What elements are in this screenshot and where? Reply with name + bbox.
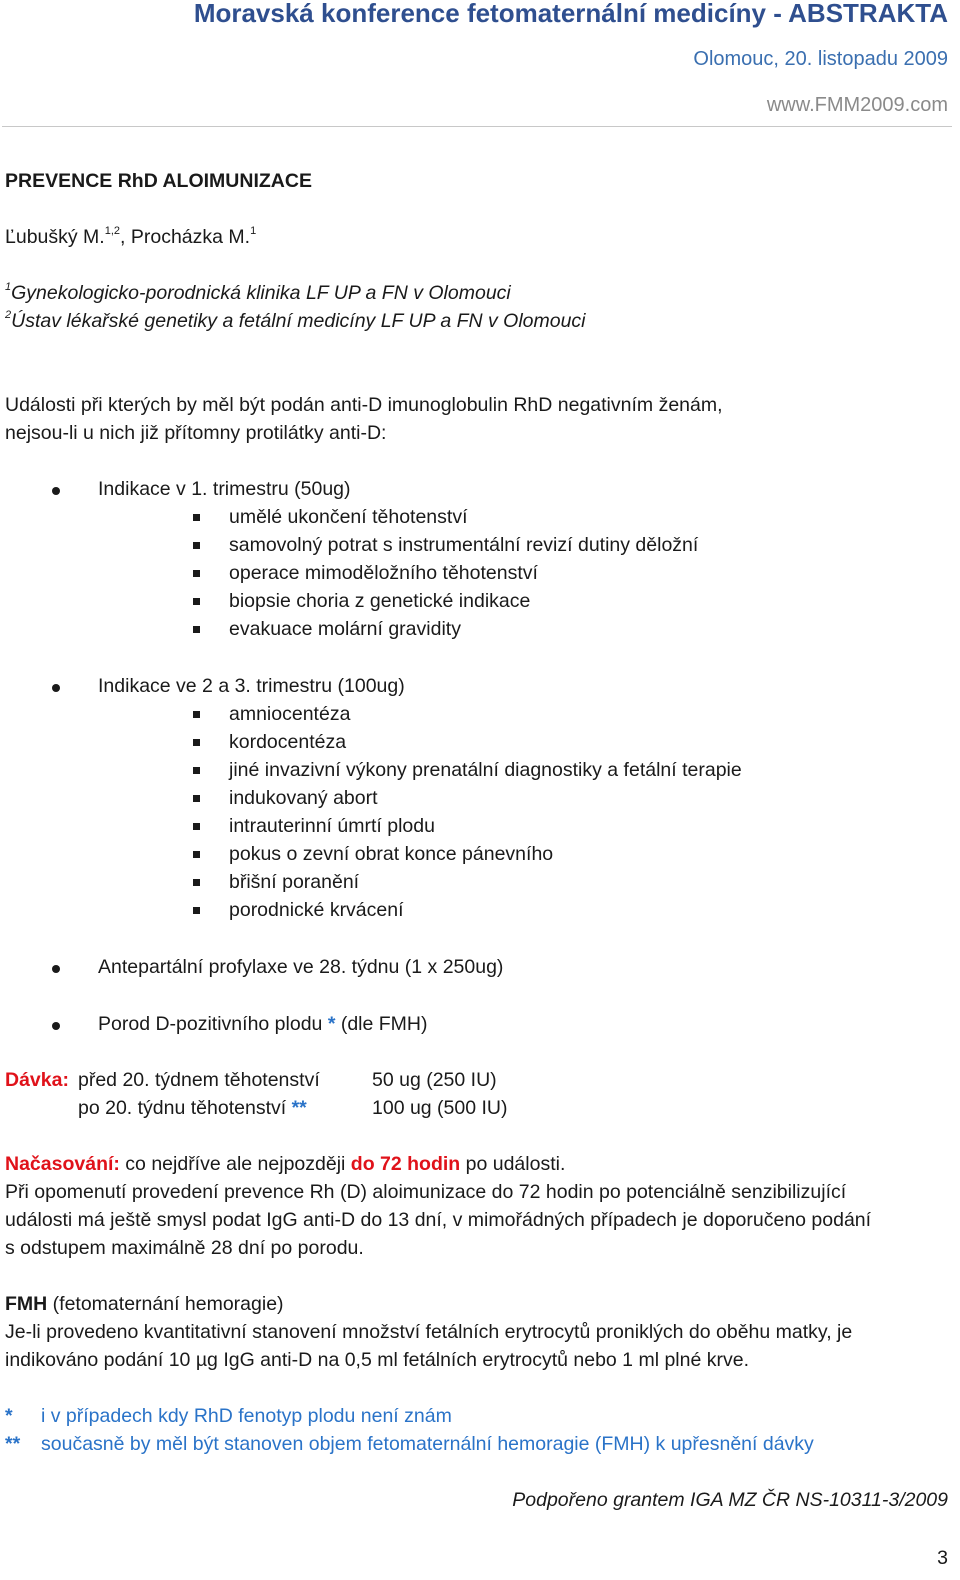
square-bullet-icon [193,739,200,746]
square-bullet-icon [193,823,200,830]
footnote-1-mark: * [5,1405,13,1427]
porod-text-end: (dle FMH) [335,1013,428,1035]
porod-text: Porod D-pozitivního plodu [98,1013,328,1035]
timing-label: Načasování: [5,1153,120,1175]
square-bullet-icon [193,598,200,605]
list-item: pokus o zevní obrat konce pánevního [229,843,554,865]
indication-2-label: Indikace ve 2 a 3. trimestru (100ug) [98,675,405,697]
timing-line [5,1153,565,1176]
dose-row-2-when-text: po 20. týdnu těhotenství [78,1097,292,1119]
header-divider [2,126,952,127]
affiliation-1-sup: 1 [5,281,12,293]
dose-row-1-amount: 50 ug (250 IU) [372,1069,497,1091]
article-title: PREVENCE RhD ALOIMUNIZACE [5,170,312,192]
dose-footnote-mark: ** [291,1097,307,1119]
list-item: kordocentéza [229,731,347,753]
square-bullet-icon [193,907,200,914]
fmh-heading [5,1293,284,1316]
intro-line-1: Události při kterých by měl být podán anti-D imunoglobulin RhD negativním ženám, [5,394,723,416]
bullet-icon [52,1022,60,1030]
porod-footnote-mark: * [327,1013,336,1035]
indication-1-label: Indikace v 1. trimestru (50ug) [98,478,351,500]
bullet-icon [52,487,60,495]
timing-para-3: s odstupem maximálně 28 dní po porodu. [5,1237,364,1259]
footnote-2-text: současně by měl být stanoven objem fetomaternální hemoragie (FMH) k upřesnění dávky [41,1433,814,1455]
fmh-label: FMH [5,1293,48,1315]
square-bullet-icon [193,542,200,549]
bullet-icon [52,684,60,692]
square-bullet-icon [193,851,200,858]
timing-para-2: události má ještě smysl podat IgG anti-D do 13 dní, v mimořádných případech je doporučeno podání [5,1209,872,1231]
list-item: umělé ukončení těhotenství [229,506,468,528]
dose-row-1-when: před 20. týdnem těhotenství [78,1069,320,1091]
list-item: evakuace molární gravidity [229,618,461,640]
author-1: Ľubušký M. [5,226,105,248]
square-bullet-icon [193,626,200,633]
square-bullet-icon [193,570,200,577]
dose-label: Dávka: [5,1069,69,1091]
timing-deadline: do 72 hodin [350,1153,461,1175]
dose-row-2-amount: 100 ug (500 IU) [372,1097,508,1119]
list-item: intrauterinní úmrtí plodu [229,815,435,837]
list-item: amniocentéza [229,703,351,725]
grant-note: Podpořeno grantem IGA MZ ČR NS-10311-3/2009 [512,1489,948,1511]
affiliation-1 [5,282,511,305]
list-item: jiné invazivní výkony prenatální diagnostiky a fetální terapie [229,759,742,781]
footnote-2-mark: ** [5,1433,21,1455]
timing-para-1: Při opomenutí provedení prevence Rh (D) aloimunizace do 72 hodin po potenciálně senzibilizující [5,1181,847,1203]
affiliation-1-text: Gynekologicko-porodnická klinika LF UP a FN v Olomouci [11,282,511,304]
square-bullet-icon [193,879,200,886]
dose-row-2-when [78,1097,307,1120]
author-1-affil: 1,2 [104,225,121,237]
affiliation-2-text: Ústav lékařské genetiky a fetální medicíny LF UP a FN v Olomouci [11,310,586,332]
author-2-affil: 1 [250,225,257,237]
list-item: indukovaný abort [229,787,378,809]
list-item: biopsie choria z genetické indikace [229,590,531,612]
page-number: 3 [937,1547,948,1569]
footnote-1-text: i v případech kdy RhD fenotyp plodu není znám [41,1405,452,1427]
header-title: Moravská konference fetomaternální medicíny - ABSTRAKTA [193,0,948,28]
header-place-date: Olomouc, 20. listopadu 2009 [693,48,948,70]
intro-line-2: nejsou-li u nich již přítomny protilátky anti-D: [5,422,387,444]
list-item: samovolný potrat s instrumentální revizí dutiny děložní [229,534,699,556]
bullet-icon [52,965,60,973]
list-item: břišní poranění [229,871,360,893]
authors [5,226,256,249]
timing-text-end: po události. [460,1153,566,1175]
header-website[interactable]: www.FMM2009.com [766,94,948,116]
list-item: operace mimoděložního těhotenství [229,562,538,584]
fmh-para-2: indikováno podání 10 µg IgG anti-D na 0,5 ml fetálních erytrocytů nebo 1 ml plné krve. [5,1349,749,1371]
fmh-para-1: Je-li provedeno kvantitativní stanovení množství fetálních erytrocytů proniklých do oběhu matky, je [5,1321,853,1343]
timing-text: co nejdříve ale nejpozději [119,1153,351,1175]
square-bullet-icon [193,514,200,521]
fmh-label-rest: (fetomaternání hemoragie) [47,1293,284,1315]
square-bullet-icon [193,767,200,774]
affiliation-2-sup: 2 [5,309,12,321]
list-item: porodnické krvácení [229,899,404,921]
affiliation-2 [5,310,586,333]
porod-line [98,1013,428,1036]
square-bullet-icon [193,795,200,802]
author-separator: , [120,226,131,248]
author-2: Procházka M. [130,226,251,248]
indication-3-label: Antepartální profylaxe ve 28. týdnu (1 x 250ug) [98,956,504,978]
square-bullet-icon [193,711,200,718]
